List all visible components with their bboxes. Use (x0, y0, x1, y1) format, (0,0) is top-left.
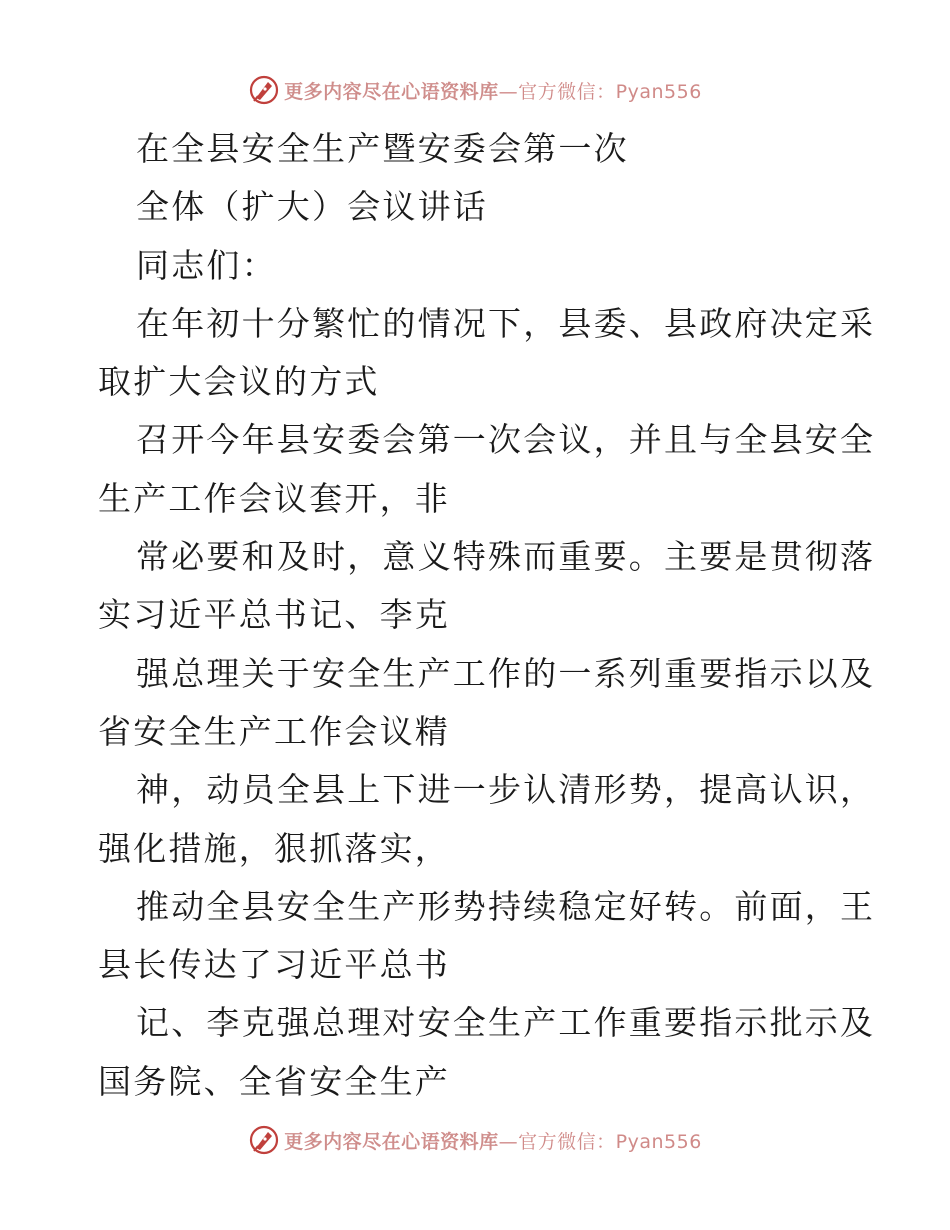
watermark-separator: — (498, 1130, 519, 1153)
watermark-wechat-text: 官方微信：Pyan556 (518, 80, 702, 103)
document-line: 县长传达了习近平总书 (98, 945, 450, 985)
document-body (98, 120, 876, 1111)
watermark-banner-top (0, 70, 950, 110)
document-line: 全体（扩大）会议讲话 (136, 187, 488, 227)
document-line: 国务院、全省安全生产 (98, 1061, 450, 1101)
document-line: 常必要和及时，意义特殊而重要。主要是贯彻落 (136, 537, 876, 577)
document-line: 推动全县安全生产形势持续稳定好转。前面，王 (136, 886, 876, 926)
document-line: 强化措施，狠抓落实， (98, 828, 450, 868)
watermark-banner-bottom (0, 1120, 950, 1160)
watermark-separator: — (498, 80, 519, 103)
document-line: 在全县安全生产暨安委会第一次 (136, 129, 629, 168)
document-line: 召开今年县安委会第一次会议，并且与全县安全 (136, 420, 876, 460)
document-line: 记、李克强总理对安全生产工作重要指示批示及 (136, 1003, 876, 1043)
watermark-wechat-text: 官方微信：Pyan556 (518, 1130, 702, 1153)
pen-nib-logo-icon (248, 74, 280, 106)
document-line: 强总理关于安全生产工作的一系列重要指示以及 (136, 653, 876, 693)
document-line: 生产工作会议套开，非 (98, 478, 450, 518)
watermark-main-text: 更多内容尽在心语资料库 (284, 1130, 499, 1153)
document-line: 神，动员全县上下进一步认清形势，提高认识， (136, 770, 876, 810)
pen-nib-logo-icon (248, 1124, 280, 1156)
document-line: 省安全生产工作会议精 (98, 711, 450, 751)
document-line: 同志们： (136, 245, 277, 285)
document-line: 取扩大会议的方式 (98, 362, 380, 402)
document-line: 在年初十分繁忙的情况下，县委、县政府决定采 (136, 303, 876, 343)
watermark-main-text: 更多内容尽在心语资料库 (284, 80, 499, 103)
document-line: 实习近平总书记、李克 (98, 595, 450, 635)
